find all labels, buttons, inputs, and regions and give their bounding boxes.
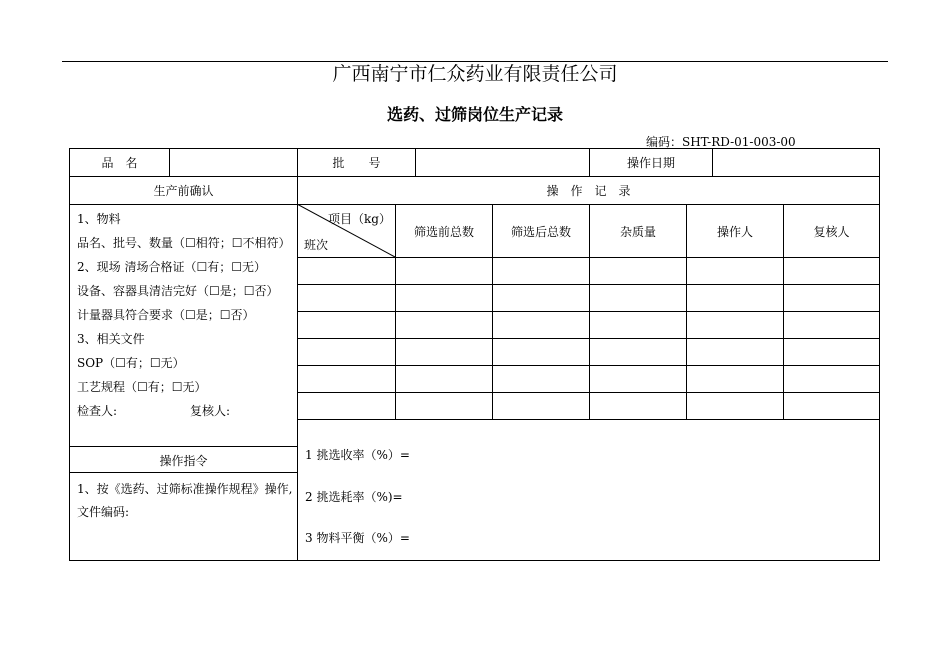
row-divider	[297, 311, 879, 312]
product-name-field[interactable]	[170, 150, 296, 175]
column-header: 筛选前总数	[413, 225, 474, 239]
row-divider	[297, 392, 879, 393]
checker-label: 检查人:	[77, 404, 118, 418]
production-record-table	[69, 148, 880, 561]
file-code-label: 文件编码:	[77, 505, 130, 519]
material-balance: 3 物料平衡（%）=	[305, 531, 410, 545]
checklist-line: SOP（☐有；☐无）	[77, 356, 185, 370]
column-header: 复核人	[813, 225, 850, 239]
checklist-line: 计量器具符合要求（☐是；☐否）	[77, 308, 255, 322]
diagonal-header-item: 项目（kg）	[328, 212, 391, 226]
instructions-title: 操作指令	[159, 454, 208, 468]
operation-date-field[interactable]	[713, 150, 878, 175]
checklist-line: 设备、容器具清洁完好（☐是；☐否）	[77, 284, 279, 298]
column-header: 操作人	[716, 225, 753, 239]
operation-record-title: 操 作 记 录	[546, 184, 631, 198]
checklist-line: 3、相关文件	[77, 332, 145, 346]
batch-number-field[interactable]	[416, 150, 588, 175]
loss-rate: 2 挑选耗率（%)=	[305, 490, 403, 504]
company-name: 广西南宁市仁众药业有限责任公司	[332, 63, 618, 85]
document-code: 编码：SHT-RD-01-003-00	[646, 135, 796, 149]
row-divider	[70, 176, 879, 177]
checklist-line: 2、现场 清场合格证（☐有；☐无）	[77, 260, 266, 274]
checklist-line: 1、物料	[77, 212, 121, 226]
product-name-label: 品 名	[101, 156, 138, 170]
row-divider	[297, 338, 879, 339]
row-divider	[70, 472, 297, 473]
instruction-line: 1、按《选药、过筛标准操作规程》操作,	[77, 482, 293, 496]
column-header: 杂质量	[619, 225, 656, 239]
checklist-line: 品名、批号、数量（☐相符；☐不相符）	[77, 236, 291, 250]
row-divider	[70, 446, 297, 447]
reviewer-label: 复核人:	[190, 404, 231, 418]
column-header: 筛选后总数	[510, 225, 571, 239]
row-divider	[70, 204, 879, 205]
form-title: 选药、过筛岗位生产记录	[386, 105, 563, 124]
batch-number-label: 批 号	[332, 156, 381, 170]
operation-date-label: 操作日期	[626, 156, 675, 170]
row-divider	[297, 284, 879, 285]
diagonal-header-shift: 班次	[304, 238, 329, 252]
row-divider	[297, 365, 879, 366]
pre-production-title: 生产前确认	[153, 184, 214, 198]
checklist-line: 工艺规程（☐有；☐无）	[77, 380, 207, 394]
row-divider	[297, 419, 879, 420]
yield-rate: 1 挑选收率（%）=	[305, 448, 410, 462]
